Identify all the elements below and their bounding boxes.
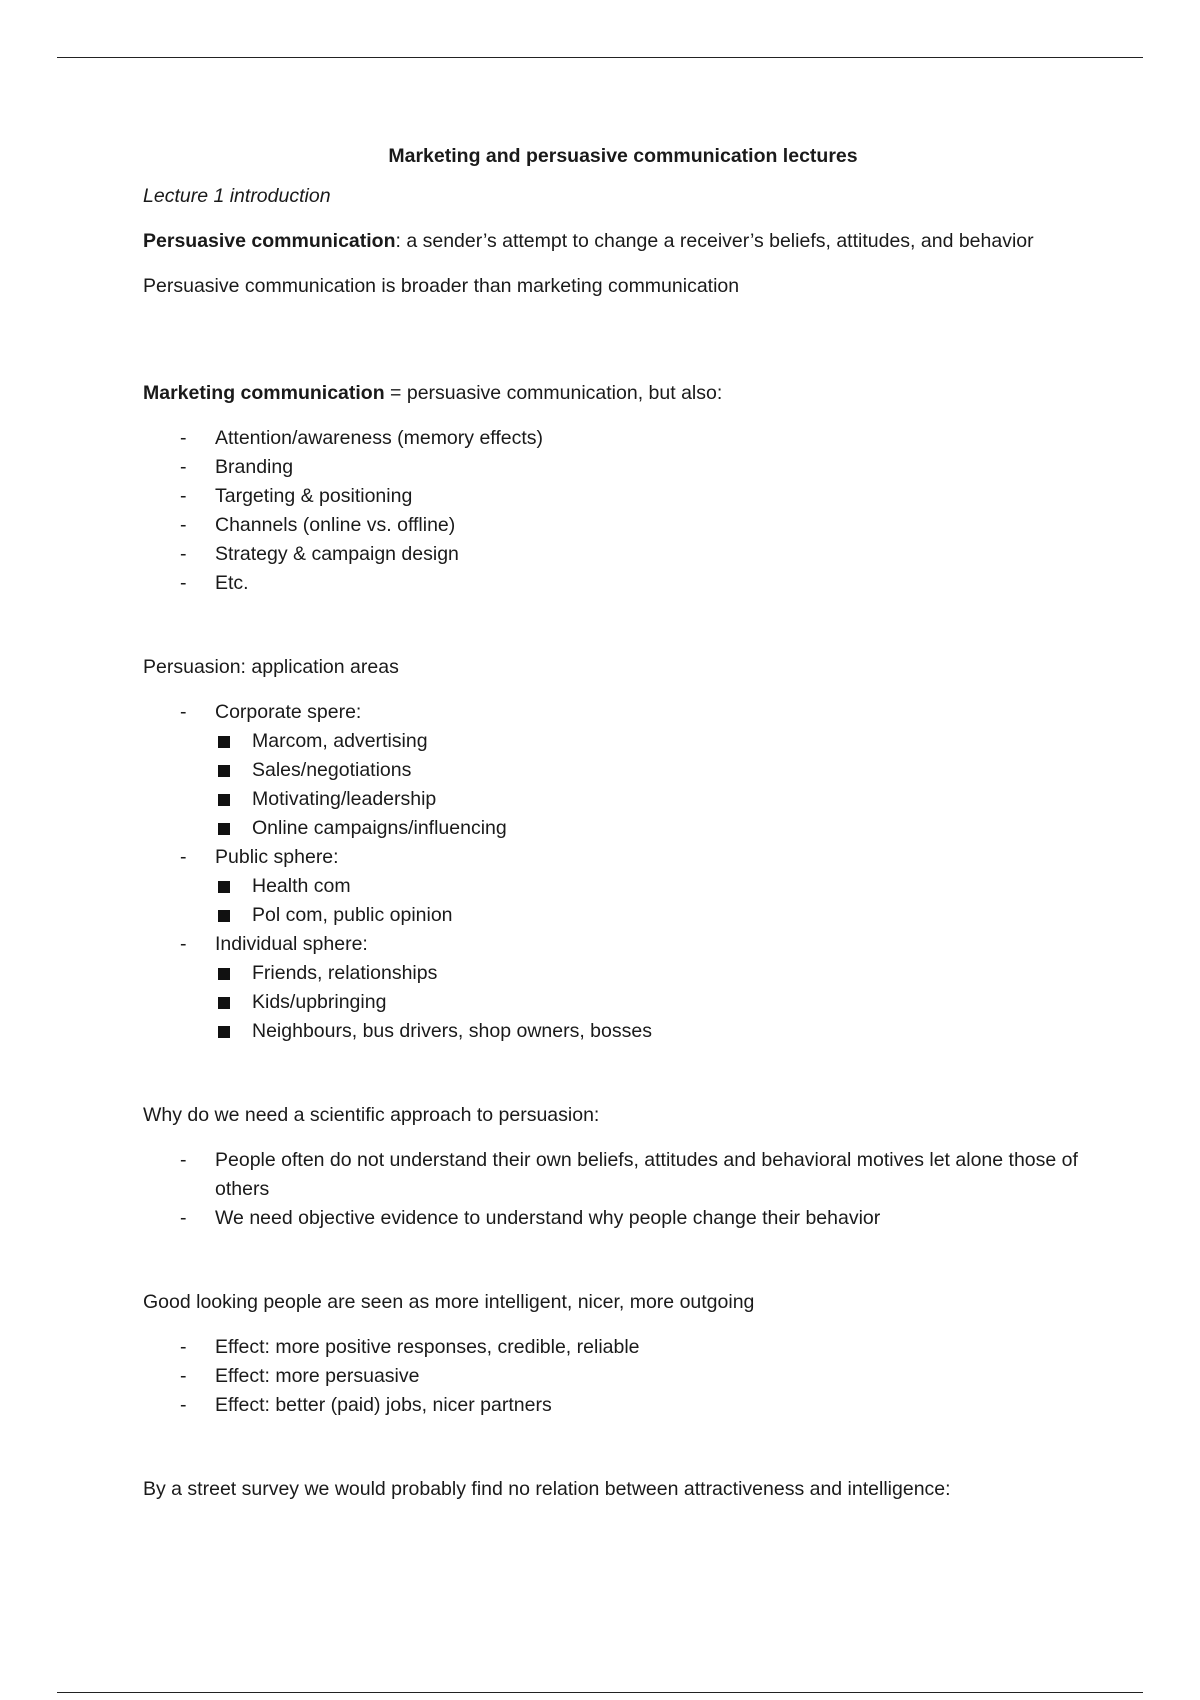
list-item-text: Effect: more positive responses, credible, reliable [215, 1336, 640, 1358]
list-item-text: Effect: better (paid) jobs, nicer partners [215, 1394, 552, 1416]
list-item [143, 930, 1103, 1046]
scientific-heading: Why do we need a scientific approach to persuasion: [143, 1104, 600, 1126]
list-item-text: Etc. [215, 572, 249, 594]
good-looking-heading: Good looking people are seen as more intelligent, nicer, more outgoing [143, 1291, 755, 1313]
sphere-label: Individual sphere: [215, 933, 368, 955]
sub-list-item [215, 988, 1103, 1017]
sphere-label: Public sphere: [215, 846, 339, 868]
sub-list-item-text: Neighbours, bus drivers, shop owners, bosses [252, 1020, 652, 1042]
marketing-term: Marketing communication [143, 382, 385, 404]
list-item [143, 482, 1103, 511]
marketing-list [143, 424, 1103, 598]
square-bullet-icon [218, 765, 230, 777]
square-bullet-icon [218, 823, 230, 835]
list-item-text: Strategy & campaign design [215, 543, 459, 565]
footer-rule [57, 1692, 1143, 1693]
marketing-definition [143, 379, 1103, 408]
sub-list-item-text: Marcom, advertising [252, 730, 428, 752]
list-item [143, 569, 1103, 598]
sub-list-item-text: Online campaigns/influencing [252, 817, 507, 839]
sub-list-item [215, 727, 1103, 756]
marketing-definition-text: = persuasive communication, but also: [384, 382, 723, 404]
persuasive-definition-text: : a sender’s attempt to change a receiver’s beliefs, attitudes, and behavior [395, 230, 1034, 252]
sub-list-item-text: Pol com, public opinion [252, 904, 453, 926]
good-looking-list [143, 1333, 1103, 1420]
dash-icon: - [180, 485, 187, 507]
list-item [143, 1391, 1103, 1420]
sub-list-item [215, 785, 1103, 814]
sub-list-item-text: Health com [252, 875, 351, 897]
square-bullet-icon [218, 997, 230, 1009]
sub-list-item-text: Kids/upbringing [252, 991, 387, 1013]
list-item-text: Attention/awareness (memory effects) [215, 427, 544, 449]
dash-icon: - [180, 1394, 187, 1416]
dash-icon: - [180, 701, 187, 723]
list-item [143, 843, 1103, 930]
document-title: Marketing and persuasive communication lectures [388, 145, 858, 167]
sub-list-item-text: Sales/negotiations [252, 759, 412, 781]
list-item-text: Channels (online vs. offline) [215, 514, 456, 536]
list-item [143, 1204, 1103, 1233]
square-bullet-icon [218, 736, 230, 748]
sub-list-item-text: Motivating/leadership [252, 788, 437, 810]
list-item [143, 424, 1103, 453]
dash-icon: - [180, 846, 187, 868]
dash-icon: - [180, 1365, 187, 1387]
survey-text: By a street survey we would probably find no relation between attractiveness and intelligence: [143, 1478, 951, 1500]
scientific-list [143, 1146, 1103, 1233]
list-item [143, 1333, 1103, 1362]
header-rule [57, 57, 1143, 58]
square-bullet-icon [218, 881, 230, 893]
application-heading: Persuasion: application areas [143, 656, 399, 678]
sub-list-item [215, 1017, 1103, 1046]
dash-icon: - [180, 1336, 187, 1358]
square-bullet-icon [218, 910, 230, 922]
dash-icon: - [180, 514, 187, 536]
list-item-text: Branding [215, 456, 294, 478]
persuasive-broader: Persuasive communication is broader than marketing communication [143, 275, 740, 297]
list-item [143, 540, 1103, 569]
list-item [143, 1146, 1103, 1204]
sphere-label: Corporate spere: [215, 701, 362, 723]
square-bullet-icon [218, 968, 230, 980]
sub-list-item [215, 872, 1103, 901]
square-bullet-icon [218, 794, 230, 806]
sub-list-item-text: Friends, relationships [252, 962, 438, 984]
sub-list [215, 872, 1103, 930]
application-list [143, 698, 1103, 1046]
list-item [143, 511, 1103, 540]
sub-list-item [215, 901, 1103, 930]
sub-list [215, 959, 1103, 1046]
list-item-text: Targeting & positioning [215, 485, 413, 507]
dash-icon: - [180, 1149, 187, 1171]
dash-icon: - [180, 933, 187, 955]
lecture-heading: Lecture 1 introduction [143, 185, 331, 207]
dash-icon: - [180, 1207, 187, 1229]
document-page [143, 142, 1103, 1520]
persuasive-definition [143, 227, 1103, 256]
list-item-text: People often do not understand their own beliefs, attitudes and behavioral motives let alone those of others [215, 1149, 1078, 1200]
dash-icon: - [180, 456, 187, 478]
dash-icon: - [180, 427, 187, 449]
sub-list-item [215, 756, 1103, 785]
sub-list [215, 727, 1103, 843]
list-item [143, 698, 1103, 843]
sub-list-item [215, 814, 1103, 843]
persuasive-term: Persuasive communication [143, 230, 396, 252]
list-item [143, 1362, 1103, 1391]
list-item-text: Effect: more persuasive [215, 1365, 420, 1387]
list-item-text: We need objective evidence to understand why people change their behavior [215, 1207, 881, 1229]
dash-icon: - [180, 572, 187, 594]
list-item [143, 453, 1103, 482]
sub-list-item [215, 959, 1103, 988]
dash-icon: - [180, 543, 187, 565]
square-bullet-icon [218, 1026, 230, 1038]
